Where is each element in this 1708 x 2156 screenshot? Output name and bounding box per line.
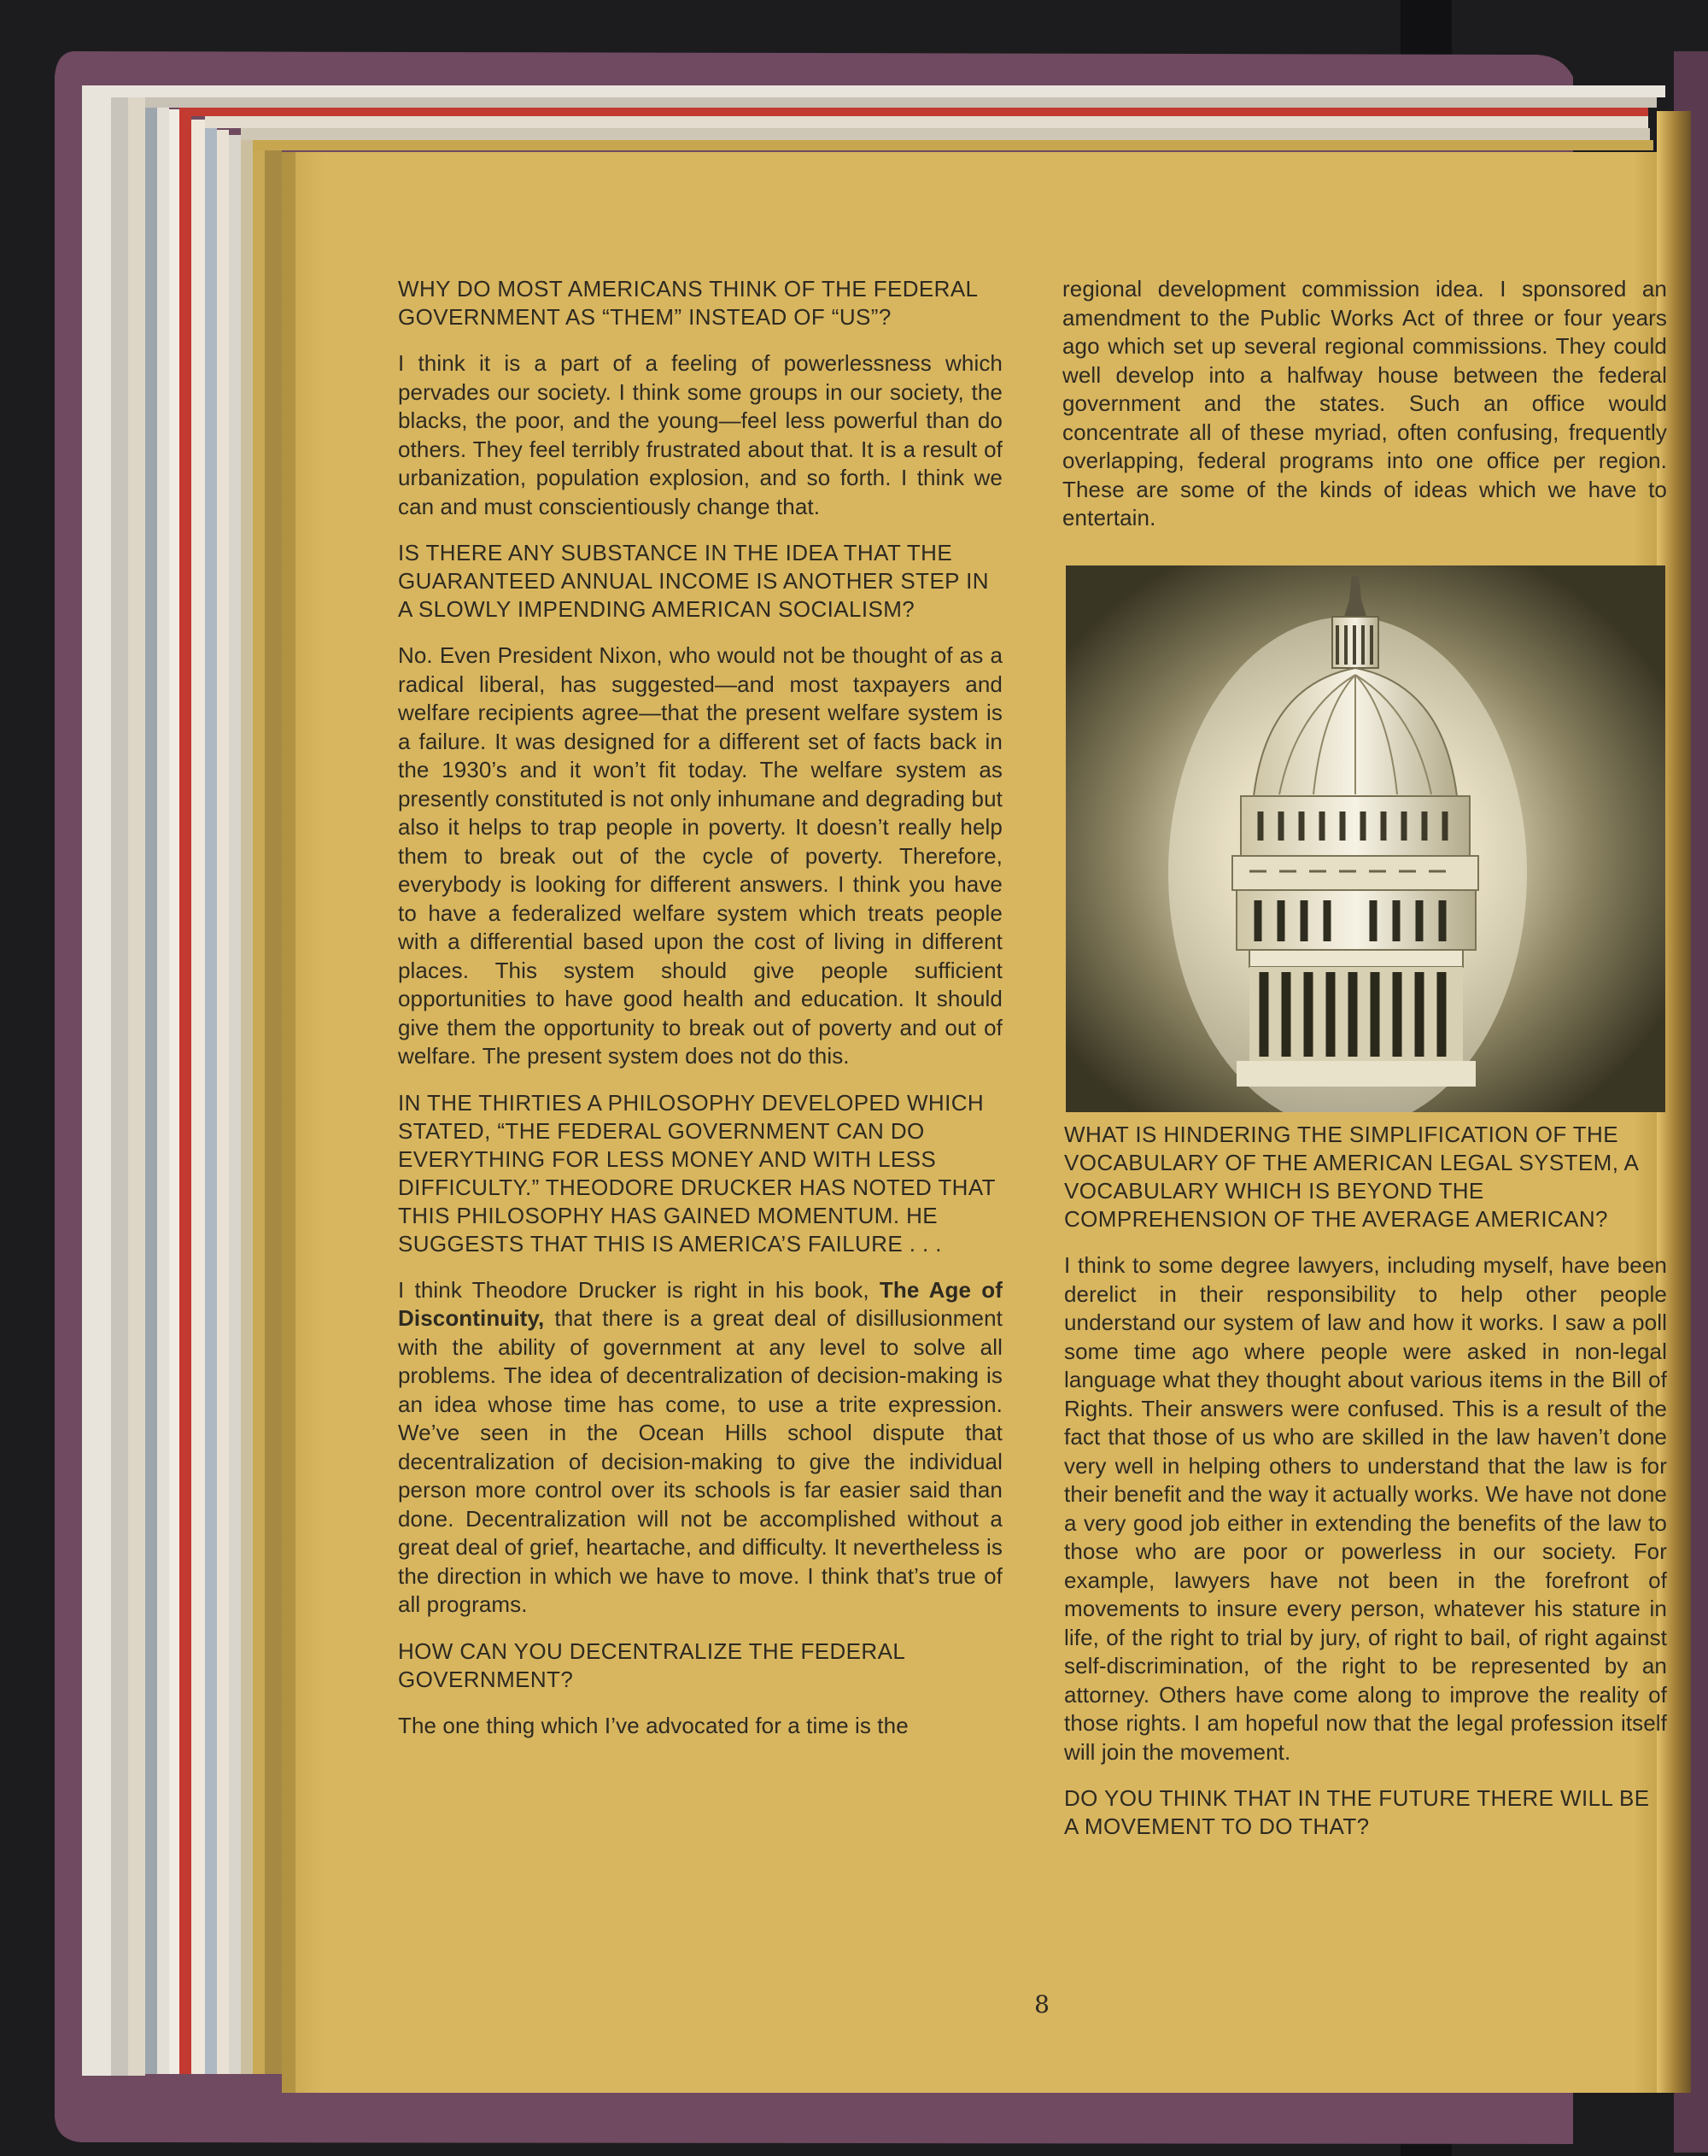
question-thirties-philosophy: IN THE THIRTIES A PHILOSOPHY DEVELOPED WHICH STATED, “THE FEDERAL GOVERNMENT CAN DO EVERYTHING FOR LESS MONEY AND WITH LESS DIFFICULTY.” THEODORE DRUCKER HAS NOTED THAT THIS PHILOSOPHY HAS GAINED MOMENTUM. HE SUGGESTS THAT THIS IS AMERICA’S FAILURE . . . [398,1089,996,1257]
answer-regional-start: The one thing which I’ve advocated for a time is the [398,1712,909,1738]
answer-decentralization-body: that there is a great deal of disillusionment with the ability of government at any level to solve all problems. The idea of decentralization of decision-making is an idea whose time has come, to use a trite expression. We’ve seen in the Ocean Hills school dispute that decentralization of decision-making to give the individual person more control over its schools is far easier said than done. Decentralization will not be accomplished without a great deal of grief, heartache, and difficulty. It nevertheless is the direction in which we have to move. I think that’s true of all programs. [398,1305,1003,1617]
question-decentralize-government: HOW CAN YOU DECENTRALIZE THE FEDERAL GOVERNMENT? [398,1638,905,1692]
answer-decentralization-intro: I think Theodore Drucker is right in his book, [398,1276,880,1303]
answer-lawyers-derelict: I think to some degree lawyers, including myself, have been derelict in their responsibility to help other people understand our system of law and how it works. I saw a poll some time ago where people were asked in non-legal language what they thought about various items in the Bill of Rights. Their answers were confused. This is a result of the fact that those of us who are skilled in the law haven’t done very well in helping others to understand that the law is for their benefit and the way it actually works. We have not done a very good job either in extending the benefits of the law to those who are poor or powerless in our society. For example, lawyers have not been in the forefront of movements to insure every person, whatever his stature in life, of the right to trial by jury, of right to bail, of right against self-discrimination, of the right to be represented by an attorney. Others have come along to improve the reality of those rights. I am hopeful now that the legal profession itself will join the movement. [1064,1252,1667,1765]
book-title: The Age of Discontinuity, [398,1276,1003,1331]
answer-welfare-system: No. Even President Nixon, who would not be thought of as a radical liberal, has suggested—and most taxpayers and welfare recipients agree—that the present welfare system is a failure. It was designed for a different set of facts back in the 1930’s and it won’t fit today. The welfare system as presently constituted is not only inhumane and degrading but also it helps to trap people in poverty. It doesn’t really help them to break out of the cycle of poverty. Therefore, everybody is looking for different answers. I think you have to have a federalized welfare system which treats people with a differential based upon the cost of living in different places. This system should give people sufficient opportunities to have good health and education. It should give them the opportunity to break out of poverty and out of welfare. The present system does not do this. [398,642,1003,1069]
right-column-bottom [1064,1121,1667,1859]
page-number: 8 [1034,1990,1050,2018]
left-column [398,275,1003,1758]
right-column-top [1062,275,1667,551]
question-legal-vocabulary: WHAT IS HINDERING THE SIMPLIFICATION OF THE VOCABULARY OF THE AMERICAN LEGAL SYSTEM, A VOCABULARY WHICH IS BEYOND THE COMPREHENSION OF THE AVERAGE AMERICAN? [1064,1122,1638,1232]
question-guaranteed-income: IS THERE ANY SUBSTANCE IN THE IDEA THAT THE GUARANTEED ANNUAL INCOME IS ANOTHER STEP IN A SLOWLY IMPENDING AMERICAN SOCIALISM? [398,540,989,622]
answer-decentralization [398,1276,1003,1620]
question-future-movement: DO YOU THINK THAT IN THE FUTURE THERE WILL BE A MOVEMENT TO DO THAT? [1064,1785,1650,1839]
question-them-vs-us: WHY DO MOST AMERICANS THINK OF THE FEDERAL GOVERNMENT AS “THEM” INSTEAD OF “US”? [398,276,978,330]
answer-powerlessness: I think it is a part of a feeling of powerlessness which pervades our society. I think some groups in our society, the blacks, the poor, and the young—feel less powerful than do others. They feel terribly frustrated about that. It is a result of urbanization, population explosion, and so forth. I think we can and must conscientiously change that. [398,350,1003,519]
answer-regional-continued: regional development commission idea. I sponsored an amendment to the Public Works Act of three or four years ago which set up several regional commissions. They could well develop into a halfway house between the federal government and the states. Such an office would concentrate all of these myriad, often confusing, frequently overlapping, federal programs into one office per region. These are some of the kinds of ideas which we have to entertain. [1062,276,1667,530]
